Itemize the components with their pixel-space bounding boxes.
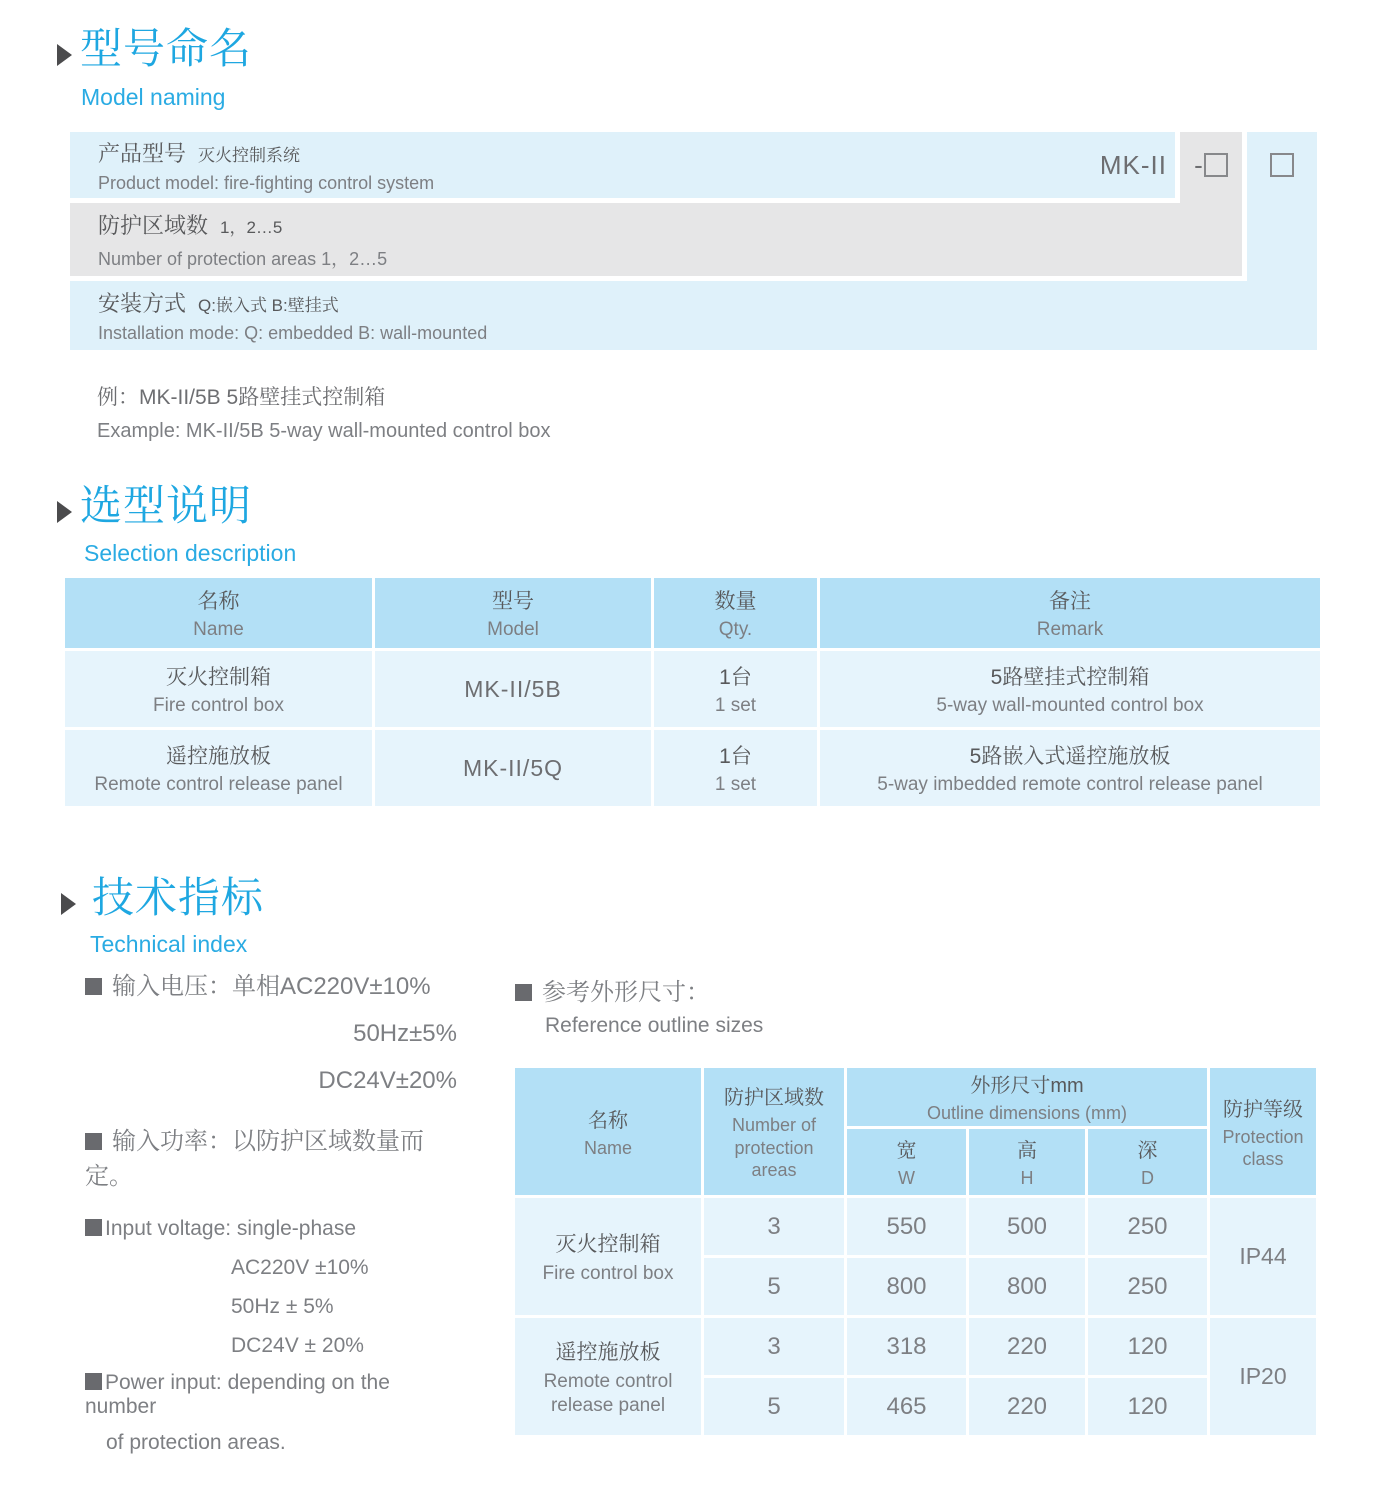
dims-header-width: 宽 W [847,1129,966,1195]
dims-header-outline: 外形尺寸mm Outline dimensions (mm) [847,1068,1207,1126]
dims-cell-areas: 3 [704,1198,844,1255]
outline-sizes-label: 参考外形尺寸： [515,972,710,1007]
row-label-cn: 防护区域数 [98,212,209,238]
bullet-square-icon [85,978,102,995]
example-line-cn: 例：MK-II/5B 5路壁挂式控制箱 [97,386,386,409]
col-header-name: 名称 Name [65,578,372,648]
model-code-base: MK-II [1099,149,1167,180]
row-label-en: Number of protection areas 1，2…5 [98,248,388,269]
spec-voltage-en-line3: 50Hz ± 5% [231,1295,334,1318]
dims-header-areas: 防护区域数 Number of protection areas [704,1068,844,1195]
dims-cell-depth: 120 [1088,1378,1207,1435]
diagram-row-product-model [70,132,1175,198]
section-arrow-icon [61,893,76,915]
dims-cell-depth: 120 [1088,1318,1207,1375]
row-label-en: Installation mode: Q: embedded B: wall-mounted [98,323,488,343]
spec-voltage-en-line2: AC220V ±10% [231,1256,369,1279]
spec-input-power-en-line2: of protection areas. [106,1431,286,1454]
naming-example [97,381,551,443]
model-code-areas-slot [1180,132,1242,198]
dims-cell-areas: 5 [704,1258,844,1315]
dims-header-depth: 深 D [1088,1129,1207,1195]
technical-specs-list [85,966,457,1455]
model-naming-diagram [70,132,1317,350]
dims-cell-product-name: 灭火控制箱 Fire control box [515,1198,701,1315]
col-header-qty: 数量 Qty. [654,578,817,648]
section-arrow-icon [57,501,72,523]
row-note-cn: Q:嵌入式 B:壁挂式 [198,296,339,315]
section-title-model-naming: 型号命名 [80,25,253,72]
col-header-remark: 备注 Remark [820,578,1320,648]
table-cell-model: MK-II/5Q [375,730,651,806]
spec-input-voltage-en: Input voltage: single-phase [105,1217,357,1240]
model-placeholder-box-icon [1270,153,1294,177]
table-cell-remark: 5路嵌入式遥控施放板 5-way imbedded remote control release panel [820,730,1320,806]
diagram-row-installation-mode [70,281,1317,350]
bullet-square-icon [85,1219,102,1236]
dims-header-height: 高 H [969,1129,1085,1195]
dims-cell-depth: 250 [1088,1258,1207,1315]
dims-cell-protection-class: IP44 [1210,1198,1316,1315]
dims-cell-areas: 3 [704,1318,844,1375]
dims-cell-width: 318 [847,1318,966,1375]
row-label-en: Product model: fire-fighting control system [98,172,435,193]
model-placeholder-box-icon [1204,153,1228,177]
section-arrow-icon [57,44,72,66]
bullet-square-icon [515,984,532,1001]
spec-voltage-cn-line2: 50Hz±5% [353,1020,457,1047]
dims-cell-height: 220 [969,1378,1085,1435]
row-note-cn: 灭火控制系统 [198,145,301,165]
diagram-row-protection-areas [70,203,1242,276]
spec-input-power-en: Power input: depending on the number [85,1371,390,1418]
table-cell-qty: 1台 1 set [654,651,817,727]
spec-voltage-cn-line3: DC24V±20% [318,1067,457,1094]
table-cell-remark: 5路壁挂式控制箱 5-way wall-mounted control box [820,651,1320,727]
section-subtitle-model-naming: Model naming [81,84,226,110]
dims-cell-width: 465 [847,1378,966,1435]
table-cell-name: 灭火控制箱 Fire control box [65,651,372,727]
dims-cell-width: 800 [847,1258,966,1315]
dims-cell-width: 550 [847,1198,966,1255]
dims-header-class: 防护等级 Protection class [1210,1068,1316,1195]
section-subtitle-selection: Selection description [84,540,297,566]
table-cell-name: 遥控施放板 Remote control release panel [65,730,372,806]
section-subtitle-technical: Technical index [90,931,248,957]
spec-voltage-en-line4: DC24V ± 20% [231,1334,364,1357]
dims-cell-height: 800 [969,1258,1085,1315]
bullet-square-icon [85,1373,102,1390]
dims-cell-product-name: 遥控施放板 Remote control release panel [515,1318,701,1435]
section-title-selection: 选型说明 [80,482,253,529]
model-code-mode-slot [1247,132,1317,198]
row-label-cn: 产品型号 [98,140,187,166]
table-cell-model: MK-II/5B [375,651,651,727]
dims-cell-depth: 250 [1088,1198,1207,1255]
section-title-technical: 技术指标 [92,874,265,921]
outline-sizes-sublabel: Reference outline sizes [545,1014,764,1037]
dims-cell-protection-class: IP20 [1210,1318,1316,1435]
dims-header-name: 名称 Name [515,1068,701,1195]
spec-input-voltage-cn: 输入电压：单相AC220V±10% [112,973,431,1000]
example-line-en: Example: MK-II/5B 5-way wall-mounted control box [97,420,551,442]
row-note-cn: 1，2…5 [220,217,283,237]
dims-cell-height: 220 [969,1318,1085,1375]
table-cell-qty: 1台 1 set [654,730,817,806]
dims-cell-height: 500 [969,1198,1085,1255]
col-header-model: 型号 Model [375,578,651,648]
dimensions-table [515,1068,1316,1435]
selection-table [65,578,1320,806]
bullet-square-icon [85,1133,102,1150]
model-code-dash: - [1194,149,1204,180]
row-label-cn: 安装方式 [98,291,187,316]
spec-input-power-cn: 输入功率：以防护区域数量而定。 [85,1128,424,1190]
dims-cell-areas: 5 [704,1378,844,1435]
